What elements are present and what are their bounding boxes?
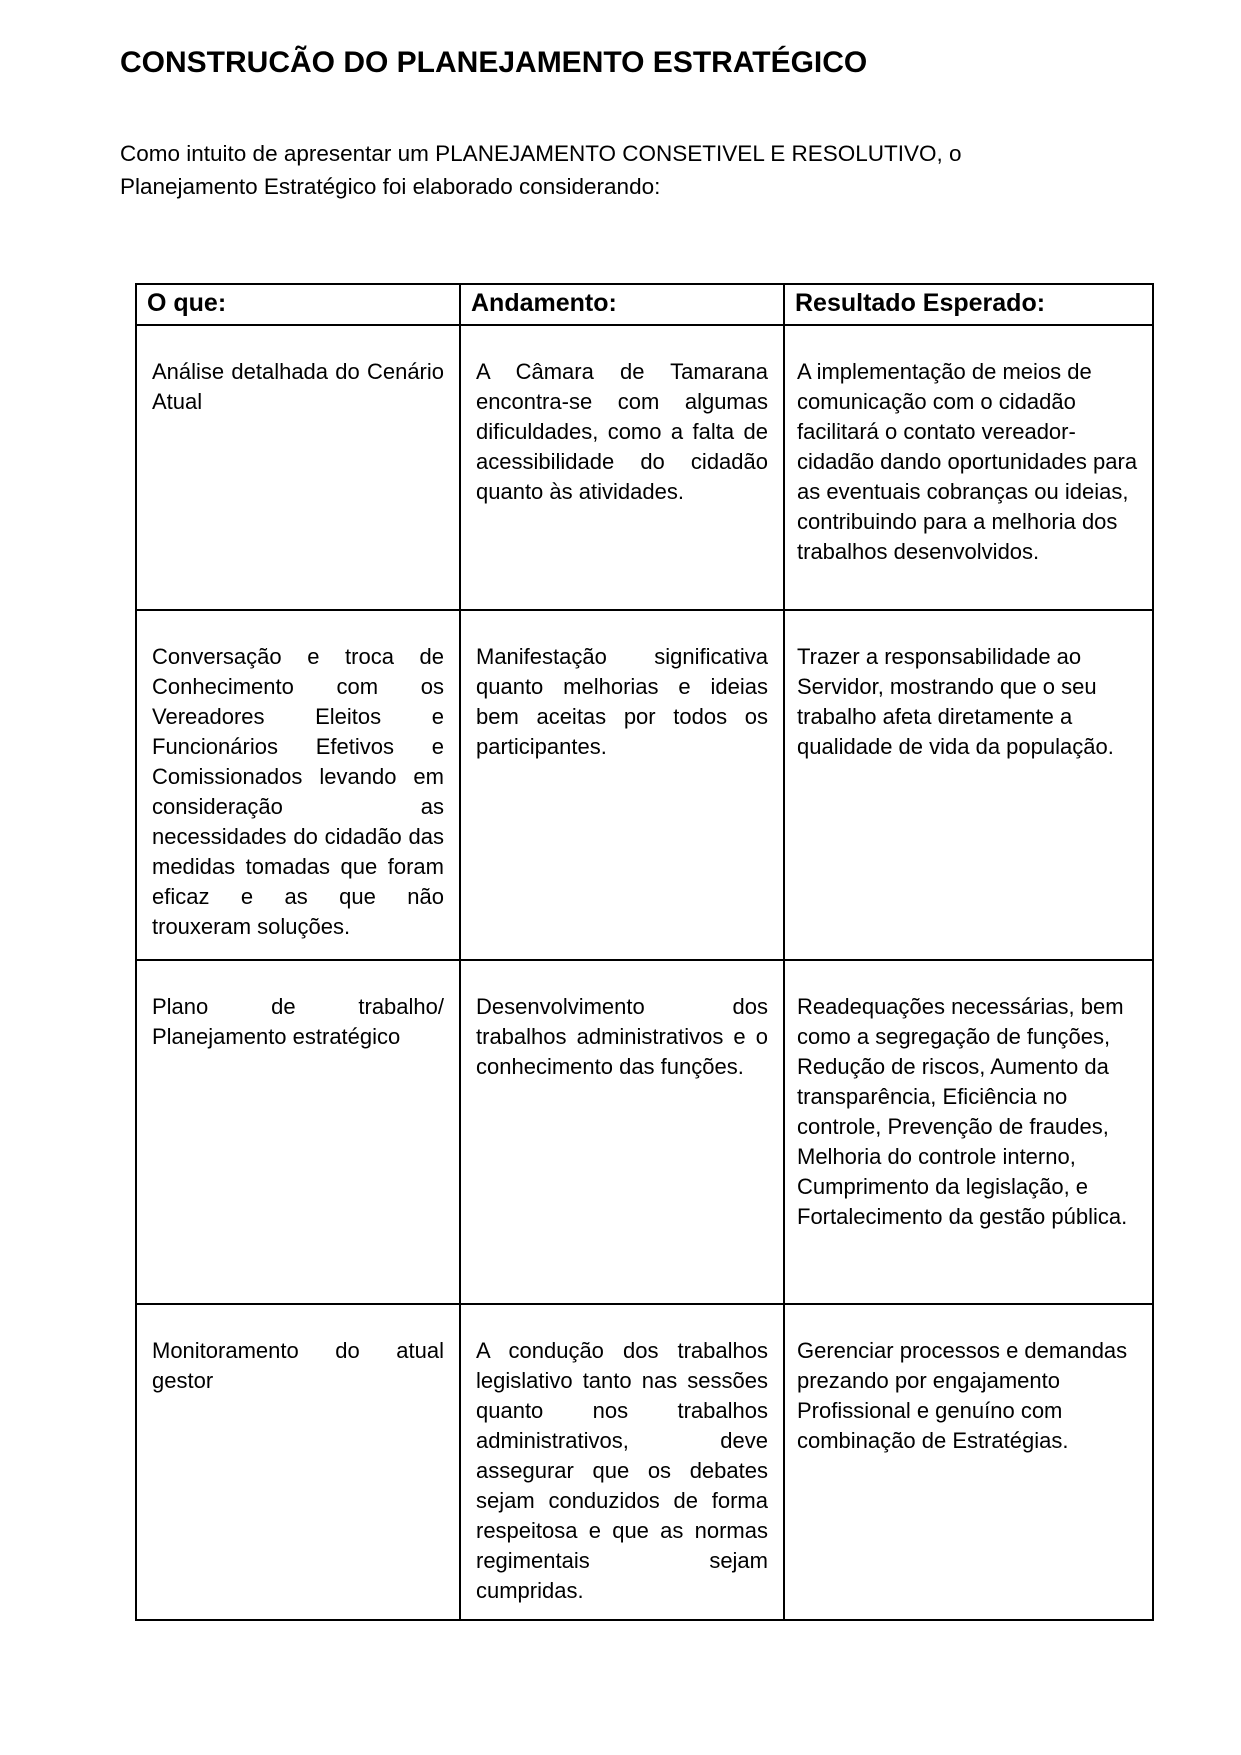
table-row xyxy=(136,325,1153,610)
cell-andamento: Desenvolvimento dos trabalhos administrativos e o conhecimento das funções. xyxy=(460,960,784,1304)
cell-resultado-esperado: A implementação de meios de comunicação com o cidadão facilitará o contato vereador-cidadão dando oportunidades para as eventuais cobranças ou ideias, contribuindo para a melhoria dos trabalhos desenvolvidos. xyxy=(784,325,1153,610)
cell-andamento: A condução dos trabalhos legislativo tanto nas sessões quanto nos trabalhos administrativos, deve assegurar que os debates sejam conduzidos de forma respeitosa e que as normas regimentais sejam cumpridas. xyxy=(460,1304,784,1620)
cell-resultado-esperado: Gerenciar processos e demandas prezando por engajamento Profissional e genuíno com combinação de Estratégias. xyxy=(784,1304,1153,1620)
page-title: CONSTRUCÃO DO PLANEJAMENTO ESTRATÉGICO xyxy=(120,46,868,79)
cell-resultado-esperado: Readequações necessárias, bem como a segregação de funções, Redução de riscos, Aumento da transparência, Eficiência no controle, Prevenção de fraudes, Melhoria do controle interno, Cumprimento da legislação, e Fortalecimento da gestão pública. xyxy=(784,960,1153,1304)
cell-andamento: Manifestação significativa quanto melhorias e ideias bem aceitas por todos os participantes. xyxy=(460,610,784,960)
column-header-andamento: Andamento: xyxy=(460,284,784,325)
table-header-row xyxy=(136,284,1153,325)
cell-andamento: A Câmara de Tamarana encontra-se com algumas dificuldades, como a falta de acessibilidade do cidadão quanto às atividades. xyxy=(460,325,784,610)
cell-o-que: Plano de trabalho/ Planejamento estratégico xyxy=(136,960,460,1304)
column-header-o-que: O que: xyxy=(136,284,460,325)
table-row xyxy=(136,1304,1153,1620)
column-header-resultado-esperado: Resultado Esperado: xyxy=(784,284,1153,325)
intro-line-1: Como intuito de apresentar um PLANEJAMENTO CONSETIVEL E RESOLUTIVO, o xyxy=(120,141,962,166)
cell-resultado-esperado: Trazer a responsabilidade ao Servidor, mostrando que o seu trabalho afeta diretamente a qualidade de vida da população. xyxy=(784,610,1153,960)
intro-line-2: Planejamento Estratégico foi elaborado considerando: xyxy=(120,174,661,199)
cell-o-que: Análise detalhada do Cenário Atual xyxy=(136,325,460,610)
table-row xyxy=(136,610,1153,960)
cell-o-que: Monitoramento do atual gestor xyxy=(136,1304,460,1620)
cell-o-que: Conversação e troca de Conhecimento com os Vereadores Eleitos e Funcionários Efetivos e Comissionados levando em consideração as necessidades do cidadão das medidas tomadas que foram eficaz e as que não trouxeram soluções. xyxy=(136,610,460,960)
intro-paragraph xyxy=(120,137,1120,203)
table-row xyxy=(136,960,1153,1304)
strategic-planning-table xyxy=(135,283,1154,1621)
